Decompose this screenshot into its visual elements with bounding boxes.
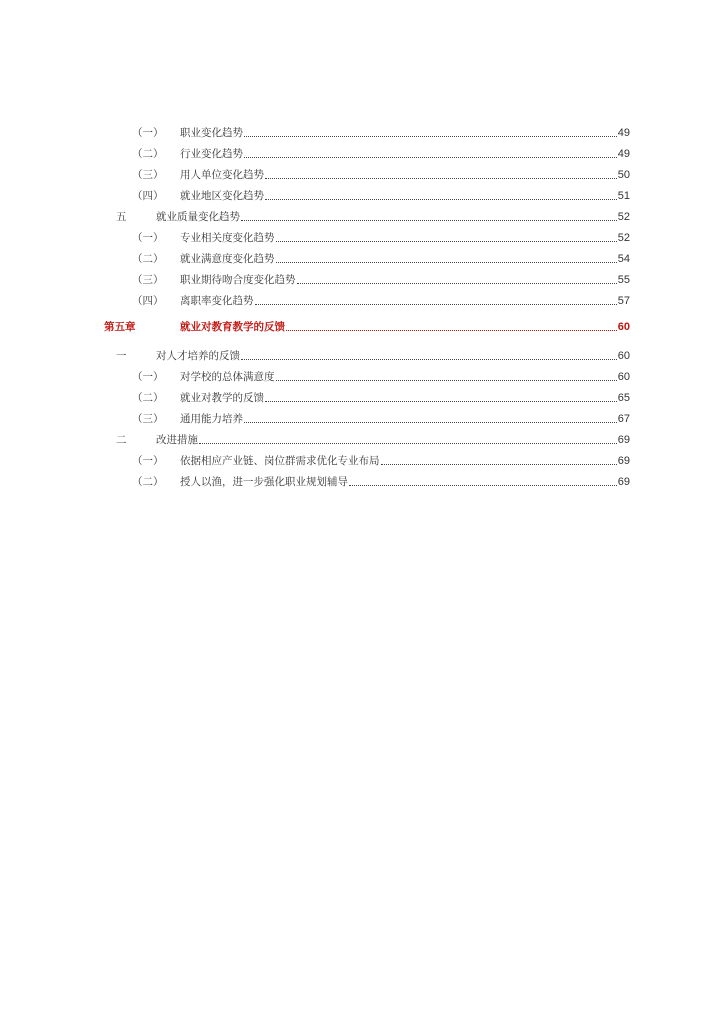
toc-entry-title: 改进措施 — [156, 434, 198, 446]
dot-leader — [265, 177, 617, 179]
toc-entry-page: 60 — [617, 350, 630, 362]
dot-leader — [241, 358, 617, 360]
toc-entry-number: （一） — [132, 455, 164, 467]
toc-entry-page: 69 — [617, 455, 630, 467]
toc-entry-title: 职业期待吻合度变化趋势 — [180, 274, 296, 286]
toc-entry-title: 离职率变化趋势 — [180, 295, 254, 307]
toc-entry[interactable] — [116, 208, 630, 224]
toc-entry-number: （二） — [132, 253, 164, 265]
toc-entry-title: 授人以渔，进一步强化职业规划辅导 — [180, 476, 348, 488]
dot-leader — [276, 240, 617, 242]
toc-entry-number: （一） — [132, 371, 164, 383]
toc-entry-title: 通用能力培养 — [180, 413, 243, 425]
dot-leader — [265, 400, 617, 402]
toc-entry-number: （三） — [132, 413, 164, 425]
toc-entry-page: 65 — [617, 392, 630, 404]
dot-leader — [297, 282, 617, 284]
toc-entry-page: 67 — [617, 413, 630, 425]
toc-entry-title: 就业对教学的反馈 — [180, 392, 264, 404]
toc-entry-number: （三） — [132, 274, 164, 286]
toc-entry[interactable] — [132, 166, 630, 182]
toc-entry[interactable] — [132, 271, 630, 287]
dot-leader — [265, 198, 617, 200]
toc-entry[interactable] — [132, 389, 630, 405]
dot-leader — [244, 156, 617, 158]
toc-entry-page: 69 — [617, 476, 630, 488]
toc-entry-title: 就业地区变化趋势 — [180, 190, 264, 202]
toc-entry[interactable] — [132, 292, 630, 308]
toc-entry-title: 专业相关度变化趋势 — [180, 232, 275, 244]
toc-entry-page: 57 — [617, 295, 630, 307]
toc-entry[interactable] — [132, 229, 630, 245]
toc-chapter-page: 60 — [617, 321, 630, 333]
toc-entry-page: 49 — [617, 127, 630, 139]
toc-entry-title: 行业变化趋势 — [180, 148, 243, 160]
toc-entry-number: （三） — [132, 169, 164, 181]
toc-entry-page: 54 — [617, 253, 630, 265]
toc-entry-number: 五 — [116, 211, 127, 223]
toc-entry-title: 就业满意度变化趋势 — [180, 253, 275, 265]
toc-entry-number: （四） — [132, 190, 164, 202]
dot-leader — [381, 463, 617, 465]
toc-entry[interactable] — [132, 368, 630, 384]
toc-chapter-number: 第五章 — [104, 321, 136, 333]
toc-entry-title: 对学校的总体满意度 — [180, 371, 275, 383]
toc-chapter-title: 就业对教育教学的反馈 — [180, 321, 285, 333]
toc-entry[interactable] — [116, 431, 630, 447]
toc-entry-title: 对人才培养的反馈 — [156, 350, 240, 362]
toc-entry-title: 依据相应产业链、岗位群需求优化专业布局 — [180, 455, 380, 467]
dot-leader — [241, 219, 617, 221]
toc-entry-page: 51 — [617, 190, 630, 202]
toc-entry-title: 用人单位变化趋势 — [180, 169, 264, 181]
toc-entry[interactable] — [132, 124, 630, 140]
dot-leader — [199, 442, 617, 444]
toc-entry[interactable] — [132, 410, 630, 426]
toc-entry-number: 一 — [116, 350, 127, 362]
dot-leader — [244, 135, 617, 137]
dot-leader — [276, 261, 617, 263]
toc-entry[interactable] — [116, 347, 630, 363]
toc-chapter-entry[interactable] — [104, 318, 630, 334]
toc-entry-title: 就业质量变化趋势 — [156, 211, 240, 223]
toc-entry[interactable] — [132, 250, 630, 266]
dot-leader — [276, 379, 617, 381]
toc-entry-page: 49 — [617, 148, 630, 160]
toc-entry[interactable] — [132, 473, 630, 489]
toc-entry[interactable] — [132, 187, 630, 203]
toc-entry-page: 60 — [617, 371, 630, 383]
dot-leader — [286, 329, 617, 331]
toc-entry-number: （一） — [132, 232, 164, 244]
toc-entry-page: 69 — [617, 434, 630, 446]
toc-entry[interactable] — [132, 145, 630, 161]
toc-entry-number: （四） — [132, 295, 164, 307]
toc-entry-page: 52 — [617, 211, 630, 223]
dot-leader — [255, 303, 617, 305]
toc-entry-page: 50 — [617, 169, 630, 181]
toc-entry-number: （二） — [132, 476, 164, 488]
toc-entry-title: 职业变化趋势 — [180, 127, 243, 139]
dot-leader — [244, 421, 617, 423]
toc-entry[interactable] — [132, 452, 630, 468]
toc-entry-number: （二） — [132, 392, 164, 404]
toc-entry-page: 52 — [617, 232, 630, 244]
dot-leader — [349, 484, 617, 486]
toc-entry-page: 55 — [617, 274, 630, 286]
toc-entry-number: （一） — [132, 127, 164, 139]
toc-entry-number: （二） — [132, 148, 164, 160]
toc-entry-number: 二 — [116, 434, 127, 446]
